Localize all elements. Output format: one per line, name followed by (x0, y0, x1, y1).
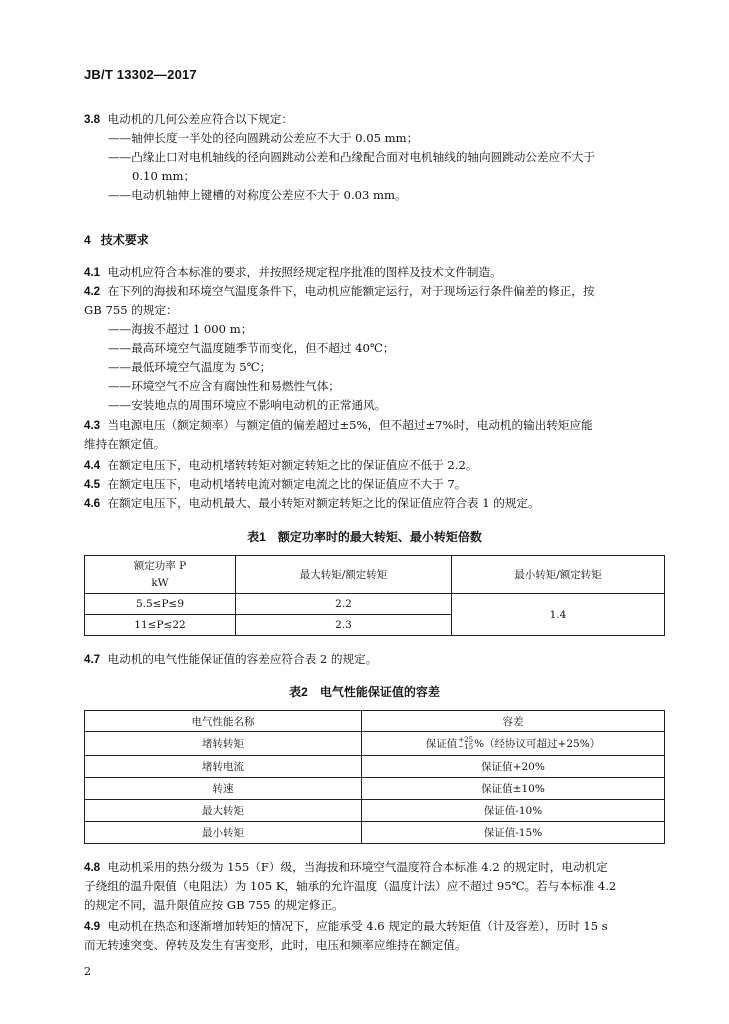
clause-4-6 (84, 496, 540, 511)
clause-text: 当电源电压（额定频率）与额定值的偏差超过±5%，但不超过±7%时，电动机的输出转矩应能 (107, 418, 593, 432)
clause-number: 4.6 (84, 497, 101, 510)
clause-number: 4.9 (84, 920, 101, 933)
clause-4-8 (84, 860, 608, 875)
table2-cell-name: 最小转矩 (85, 822, 362, 844)
list-item: ——凸缘止口对电机轴线的径向圆跳动公差和凸缘配合面对电机轴线的轴向圆跳动公差应不大于 (108, 150, 595, 164)
tolerance-suffix: %（经协议可超过+25%） (474, 738, 601, 750)
tolerance-upper: +25 (458, 736, 474, 744)
clause-text: 电动机的几何公差应符合以下规定： (107, 112, 294, 126)
table1-header-min: 最小转矩/额定转矩 (452, 556, 665, 594)
clause-4-4 (84, 458, 477, 473)
table2-cell-tolerance (362, 732, 665, 756)
list-item: ——电动机轴伸上键槽的对称度公差应不大于 0.03 mm。 (108, 188, 407, 202)
clause-number: 4.1 (84, 266, 101, 279)
list-item: ——海拔不超过 1 000 m； (108, 322, 253, 336)
table2-cell-name: 最大转矩 (85, 800, 362, 822)
list-item: ——最低环境空气温度为 5℃； (108, 360, 272, 374)
table1-cell-max: 2.3 (236, 615, 452, 636)
table2-cell-name: 转速 (85, 778, 362, 800)
tolerance-lower: −15 (458, 743, 474, 751)
clause-text: 在额定电压下，电动机堵转转矩对额定转矩之比的保证值应不低于 2.2。 (107, 458, 478, 472)
table2-caption: 表2 电气性能保证值的容差 (289, 685, 440, 699)
clause-text-continuation: 的规定不同，温升限值应按 GB 755 的规定修正。 (84, 898, 344, 912)
section-number: 4 (84, 233, 91, 247)
clause-number: 4.5 (84, 478, 101, 491)
list-item-continuation: 0.10 mm； (132, 169, 196, 183)
table2-cell-tolerance: 保证值±10% (362, 778, 665, 800)
clause-text: 在额定电压下，电动机堵转电流对额定电流之比的保证值应不大于 7。 (107, 477, 467, 491)
clause-number: 4.8 (84, 861, 101, 874)
clause-number: 4.2 (84, 285, 101, 298)
clause-number: 4.4 (84, 459, 101, 472)
clause-4-3 (84, 418, 593, 433)
table-row (85, 732, 665, 756)
clause-4-1 (84, 265, 502, 280)
table1-header-max: 最大转矩/额定转矩 (236, 556, 452, 594)
clause-4-5 (84, 477, 466, 492)
table1 (84, 555, 665, 636)
clause-4-7 (84, 652, 377, 667)
table-row (85, 822, 665, 844)
table2-cell-tolerance: 保证值-15% (362, 822, 665, 844)
table2 (84, 710, 665, 844)
clause-number: 3.8 (84, 113, 101, 126)
table1-header-power (85, 556, 236, 594)
clause-3-8 (84, 112, 293, 127)
table1-cell-power: 5.5≤P≤9 (85, 594, 236, 615)
header-text: 额定功率 P (133, 559, 187, 572)
standard-code: JB/T 13302—2017 (84, 67, 197, 82)
table2-header-tolerance: 容差 (362, 711, 665, 732)
clause-text: 电动机应符合本标准的要求，并按照经规定程序批准的图样及技术文件制造。 (107, 265, 502, 279)
tolerance-prefix: 保证值 (425, 738, 458, 750)
section-heading (84, 231, 149, 248)
table1-cell-min: 1.4 (452, 594, 665, 636)
clause-text: 在额定电压下，电动机最大、最小转矩对额定转矩之比的保证值应符合表 1 的规定。 (107, 496, 540, 510)
clause-text: 电动机的电气性能保证值的容差应符合表 2 的规定。 (107, 652, 378, 666)
table-row (85, 800, 665, 822)
clause-text: 在下列的海拔和环境空气温度条件下，电动机应能额定运行，对于现场运行条件偏差的修正，按 (107, 284, 595, 298)
clause-4-9 (84, 919, 608, 934)
clause-4-2 (84, 284, 594, 299)
list-item: ——轴伸长度一半处的径向圆跳动公差应不大于 0.05 mm； (108, 131, 419, 145)
table1-cell-max: 2.2 (236, 594, 452, 615)
clause-number: 4.7 (84, 653, 101, 666)
table-row (85, 778, 665, 800)
list-item: ——环境空气不应含有腐蚀性和易燃性气体； (108, 379, 340, 393)
clause-text: 电动机在热态和逐渐增加转矩的情况下，应能承受 4.6 规定的最大转矩值（计及容差），历时 15 s (107, 919, 608, 933)
table2-cell-tolerance: 保证值-10% (362, 800, 665, 822)
table-row (85, 756, 665, 778)
clause-text-continuation: 维持在额定值。 (84, 437, 166, 451)
clause-text-continuation: 而无转速突变、停转及发生有害变形，此时，电压和频率应维持在额定值。 (84, 938, 467, 952)
table2-cell-tolerance: 保证值+20% (362, 756, 665, 778)
table1-caption: 表1 额定功率时的最大转矩、最小转矩倍数 (247, 530, 482, 544)
table2-header-name: 电气性能名称 (85, 711, 362, 732)
page-number: 2 (84, 965, 91, 978)
section-title: 技术要求 (100, 233, 149, 247)
clause-text-continuation: GB 755 的规定： (84, 303, 178, 317)
list-item: ——安装地点的周围环境应不影响电动机的正常通风。 (108, 398, 387, 412)
table1-cell-power: 11≤P≤22 (85, 615, 236, 636)
table-row (85, 594, 665, 615)
clause-text-continuation: 子绕组的温升限值（电阻法）为 105 K，轴承的允许温度（温度计法）应不超过 95℃。若与本标准 4.2 (84, 879, 617, 893)
header-unit: kW (151, 576, 169, 589)
table2-cell-name: 堵转电流 (85, 756, 362, 778)
table2-cell-name: 堵转转矩 (85, 732, 362, 756)
list-item: ——最高环境空气温度随季节而变化，但不超过 40℃； (108, 341, 395, 355)
clause-text: 电动机采用的热分级为 155（F）级，当海拔和环境空气温度符合本标准 4.2 的规定时，电动机定 (107, 860, 608, 874)
clause-number: 4.3 (84, 419, 101, 432)
